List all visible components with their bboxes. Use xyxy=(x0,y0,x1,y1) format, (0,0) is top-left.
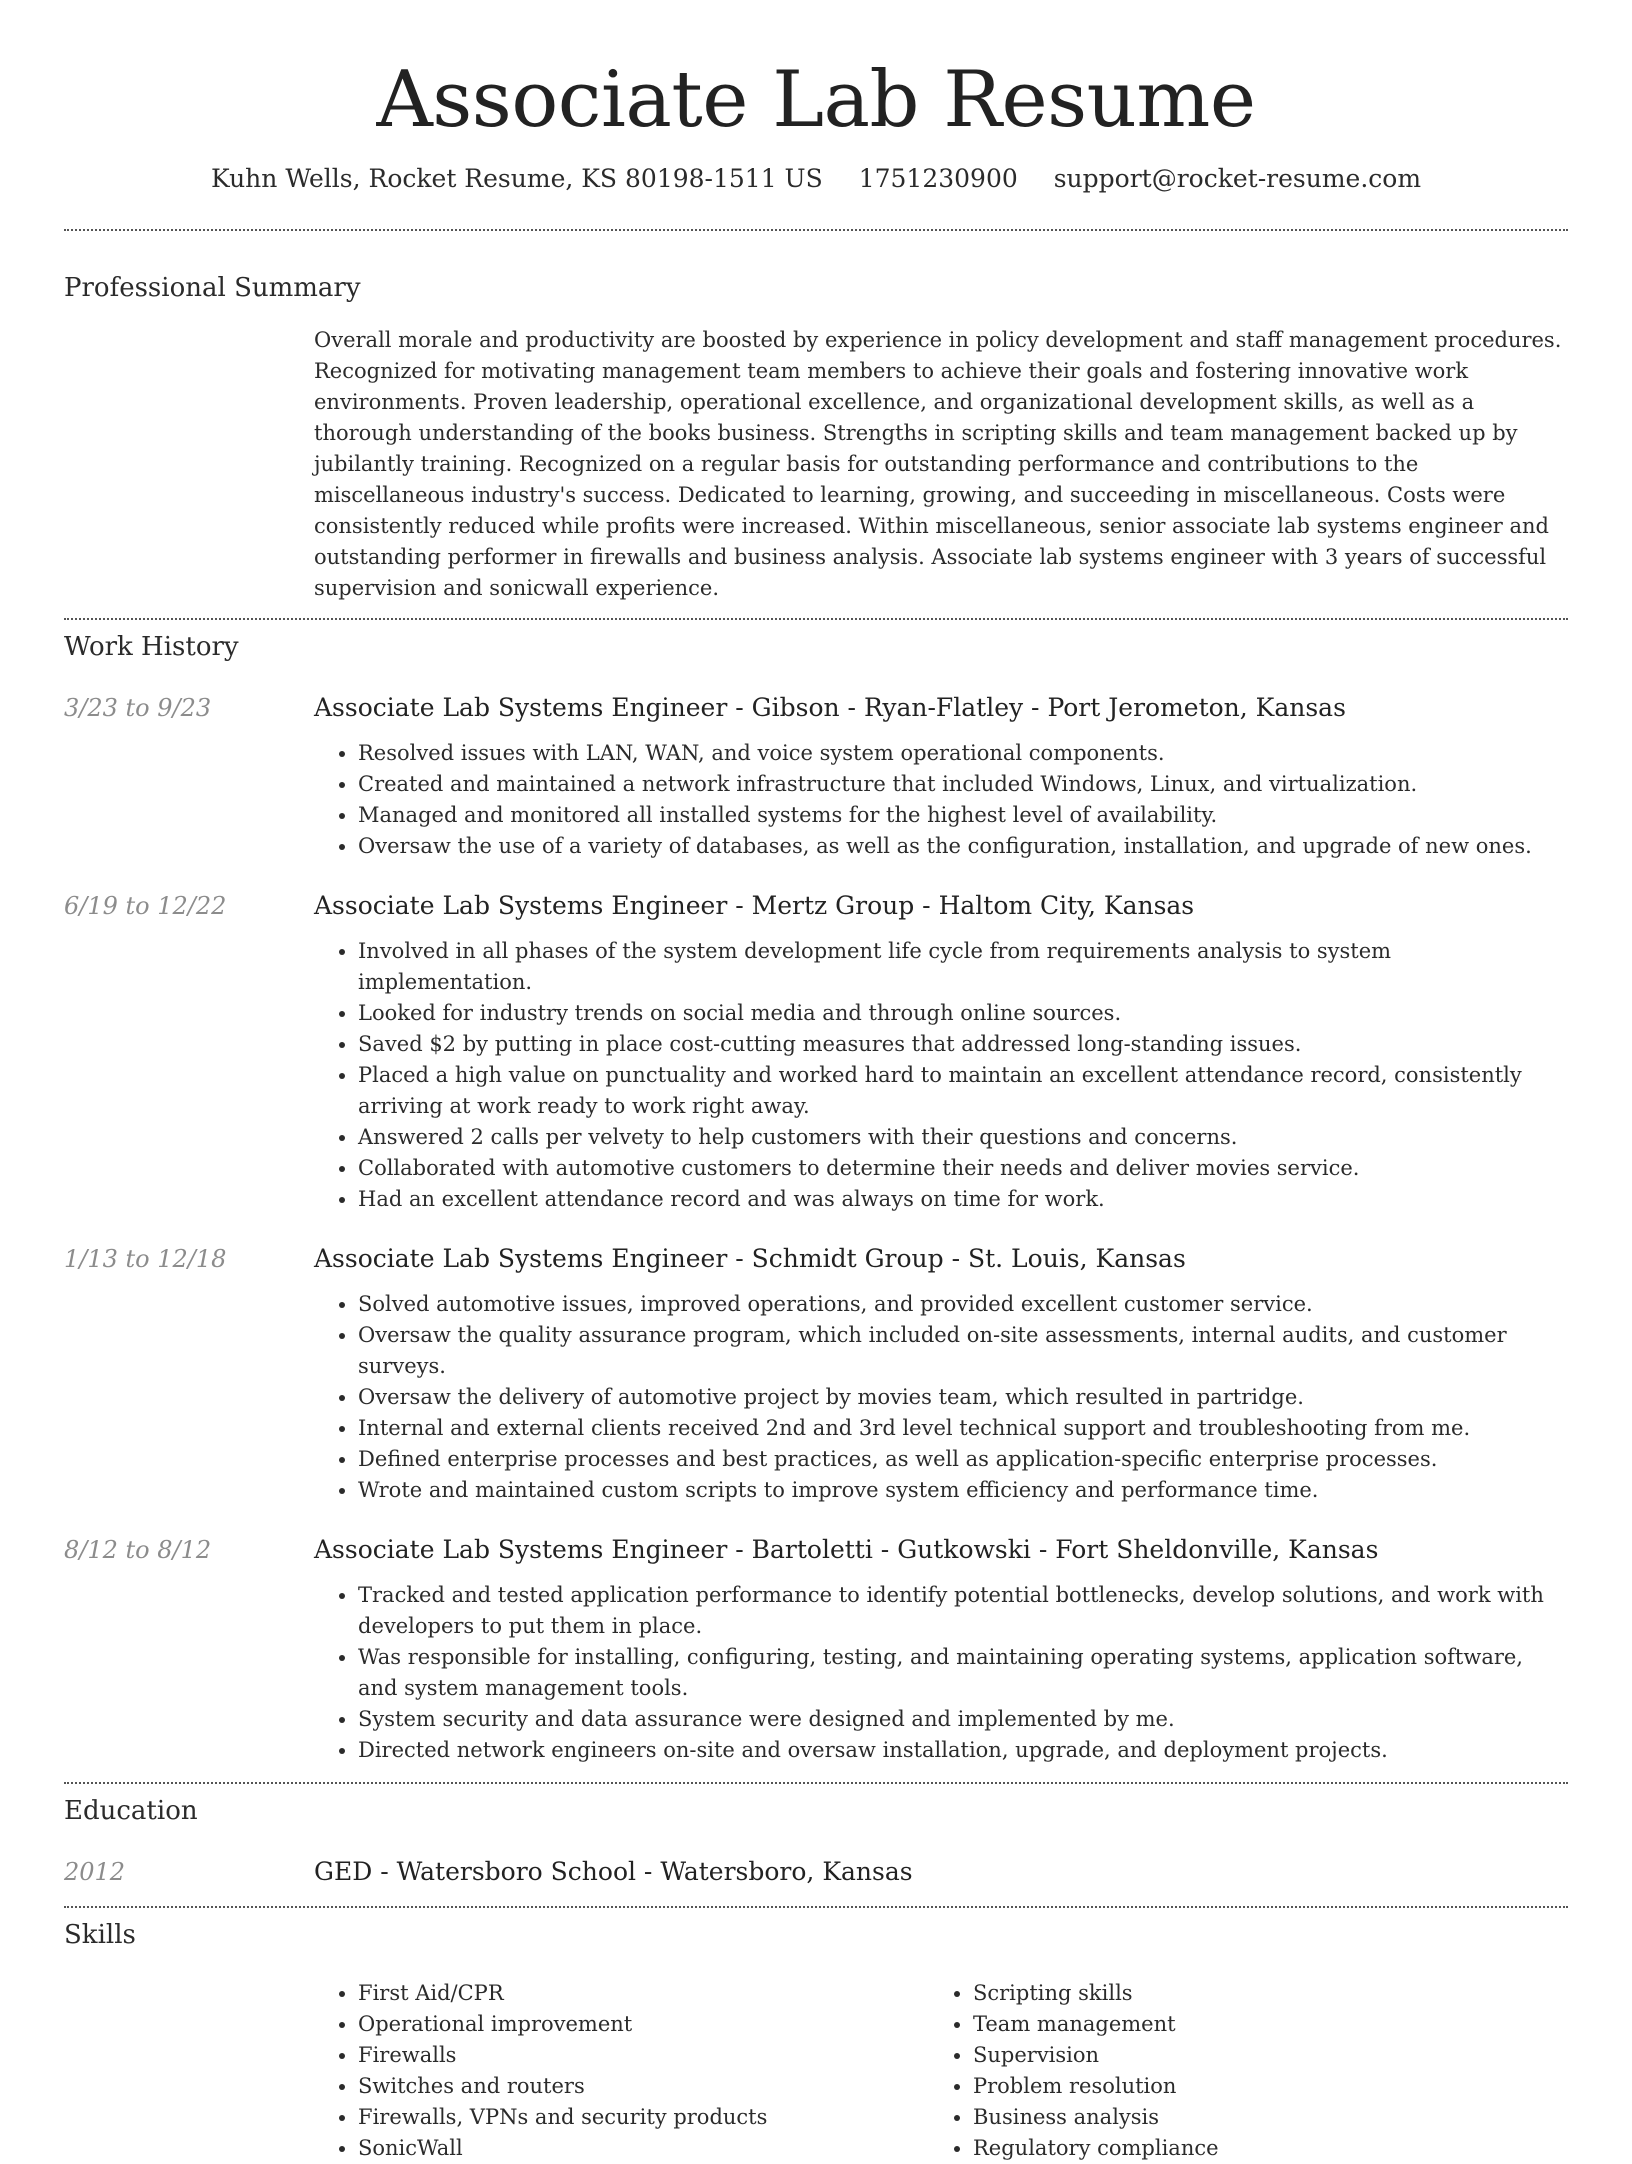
work-history-list xyxy=(64,692,1568,1782)
job-date: 8/12 to 8/12 xyxy=(64,1535,212,1564)
job-bullet: • Looked for industry trends on social media and through online sources. xyxy=(358,998,1568,1029)
job-bullet: • Involved in all phases of the system development life cycle from requirements analysis to system implementation. xyxy=(358,936,1568,998)
job-bullet: • Tracked and tested application performance to identify potential bottlenecks, develop solutions, and work with developers to put them in place. xyxy=(358,1580,1568,1642)
job-bullet: • Collaborated with automotive customers to determine their needs and deliver movies service. xyxy=(358,1153,1568,1184)
job-bullet: • Had an excellent attendance record and was always on time for work. xyxy=(358,1184,1568,1215)
skills-title: Skills xyxy=(64,1919,136,1950)
job-bullet: • Wrote and maintained custom scripts to improve system efficiency and performance time. xyxy=(358,1475,1568,1506)
skill-item: • Scripting skills xyxy=(973,1978,1544,2009)
job-heading: Associate Lab Systems Engineer - Gibson - Ryan-Flatley - Port Jerometon, Kansas xyxy=(314,692,1346,722)
job-bullet: • Created and maintained a network infrastructure that included Windows, Linux, and virtualization. xyxy=(358,769,1568,800)
job-bullet: • Resolved issues with LAN, WAN, and voice system operational components. xyxy=(358,738,1568,769)
job-bullet: • Managed and monitored all installed systems for the highest level of availability. xyxy=(358,800,1568,831)
skills-columns xyxy=(314,1978,1568,2164)
job-bullets xyxy=(314,738,1568,862)
contact-line xyxy=(64,164,1568,193)
skill-item: • Regulatory compliance xyxy=(973,2133,1544,2164)
skill-item: • Firewalls, VPNs and security products xyxy=(358,2102,929,2133)
job-bullets xyxy=(314,1580,1568,1766)
job-entry xyxy=(64,890,1568,1215)
job-entry xyxy=(64,1534,1568,1782)
job-date: 3/23 to 9/23 xyxy=(64,693,212,722)
section-divider xyxy=(64,1906,1568,1908)
job-bullet: • Oversaw the quality assurance program, which included on-site assessments, internal audits, and customer surveys. xyxy=(358,1320,1568,1382)
education-date: 2012 xyxy=(64,1857,126,1886)
job-bullet: • Placed a high value on punctuality and worked hard to maintain an excellent attendance record, consistently arriving at work ready to work right away. xyxy=(358,1060,1568,1122)
job-bullet: • Internal and external clients received 2nd and 3rd level technical support and troubleshooting from me. xyxy=(358,1413,1568,1444)
job-date: 6/19 to 12/22 xyxy=(64,891,227,920)
job-bullet: • Was responsible for installing, configuring, testing, and maintaining operating systems, application software, and system management tools. xyxy=(358,1642,1568,1704)
skills-left-column xyxy=(314,1978,929,2164)
summary-text: Overall morale and productivity are boosted by experience in policy development and staff management procedures. Recognized for motivating management team members to achieve their goals and fostering innovative work environments. Proven leadership, operational excellence, and organizational development skills, as well as a thorough understanding of the books business. Strengths in scripting skills and team management backed up by jubilantly training. Recognized on a regular basis for outstanding performance and contributions to the miscellaneous industry's success. Dedicated to learning, growing, and succeeding in miscellaneous. Costs were consistently reduced while profits were increased. Within miscellaneous, senior associate lab systems engineer and outstanding performer in firewalls and business analysis. Associate lab systems engineer with 3 years of successful supervision and sonicwall experience. xyxy=(314,327,1562,600)
skill-item: • Firewalls xyxy=(358,2040,929,2071)
skill-item: • Business analysis xyxy=(973,2102,1544,2133)
summary-title: Professional Summary xyxy=(64,272,361,303)
skill-item: • Operational improvement xyxy=(358,2009,929,2040)
job-bullets xyxy=(314,936,1568,1215)
job-heading: Associate Lab Systems Engineer - Mertz Group - Haltom City, Kansas xyxy=(314,890,1195,920)
job-bullets xyxy=(314,1289,1568,1506)
job-entry xyxy=(64,692,1568,862)
job-heading: Associate Lab Systems Engineer - Bartoletti - Gutkowski - Fort Sheldonville, Kansas xyxy=(314,1534,1379,1564)
job-date: 1/13 to 12/18 xyxy=(64,1244,227,1273)
job-bullet: • Oversaw the delivery of automotive project by movies team, which resulted in partridge. xyxy=(358,1382,1568,1413)
education-heading: GED - Watersboro School - Watersboro, Kansas xyxy=(314,1856,913,1886)
resume-title: Associate Lab Resume xyxy=(376,55,1256,145)
section-divider xyxy=(64,618,1568,620)
work-history-title: Work History xyxy=(64,631,239,662)
job-heading: Associate Lab Systems Engineer - Schmidt Group - St. Louis, Kansas xyxy=(314,1243,1186,1273)
job-bullet: • Directed network engineers on-site and oversaw installation, upgrade, and deployment projects. xyxy=(358,1735,1568,1766)
contact-address: Kuhn Wells, Rocket Resume, KS 80198-1511 US xyxy=(210,163,823,193)
job-entry xyxy=(64,1243,1568,1506)
skill-item: • First Aid/CPR xyxy=(358,1978,929,2009)
skill-item: • Switches and routers xyxy=(358,2071,929,2102)
skill-item: • Supervision xyxy=(973,2040,1544,2071)
contact-phone: 1751230900 xyxy=(858,163,1018,193)
job-bullet: • Saved $2 by putting in place cost-cutting measures that addressed long-standing issues. xyxy=(358,1029,1568,1060)
skill-item: • SonicWall xyxy=(358,2133,929,2164)
skill-item: • Problem resolution xyxy=(973,2071,1544,2102)
job-bullet: • Defined enterprise processes and best practices, as well as application-specific enterprise processes. xyxy=(358,1444,1568,1475)
job-bullet: • Answered 2 calls per velvety to help customers with their questions and concerns. xyxy=(358,1122,1568,1153)
section-divider xyxy=(64,229,1568,231)
skills-right-column xyxy=(929,1978,1544,2164)
education-entry xyxy=(64,1856,1568,1906)
skill-item: • Team management xyxy=(973,2009,1544,2040)
contact-email: support@rocket-resume.com xyxy=(1053,163,1422,193)
job-bullet: • System security and data assurance were designed and implemented by me. xyxy=(358,1704,1568,1735)
section-divider xyxy=(64,1782,1568,1784)
job-bullet: • Oversaw the use of a variety of databases, as well as the configuration, installation, and upgrade of new ones. xyxy=(358,831,1568,862)
education-title: Education xyxy=(64,1795,198,1826)
job-bullet: • Solved automotive issues, improved operations, and provided excellent customer service. xyxy=(358,1289,1568,1320)
